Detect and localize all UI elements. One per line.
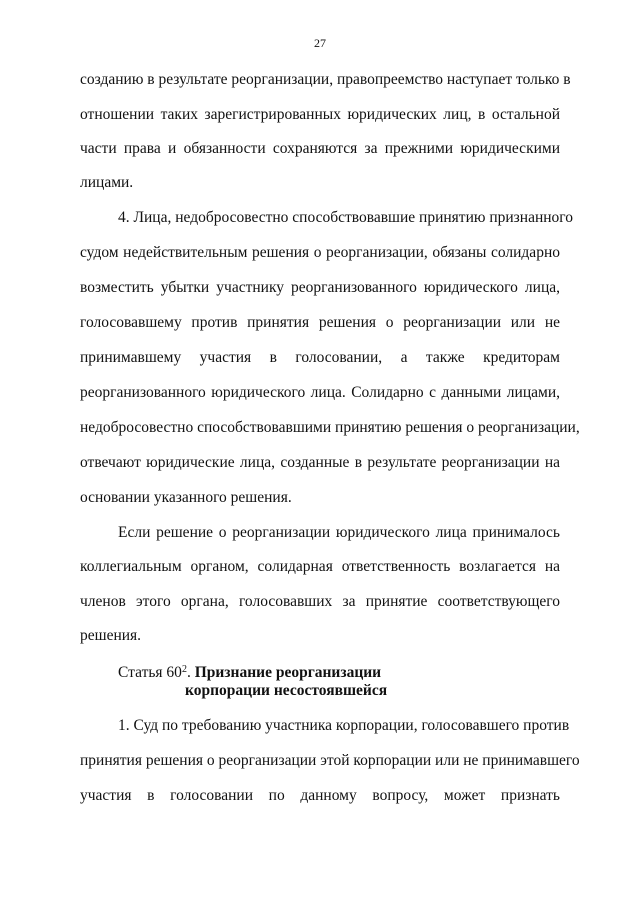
paragraph-2-line-5: принимавшему участия в голосовании, а также кредиторам [80, 349, 560, 366]
paragraph-4-line-3: участия в голосовании по данному вопросу, может признать [80, 787, 560, 804]
page-number: 27 [314, 36, 326, 50]
paragraph-3-line-3: членов этого органа, голосовавших за принятие соответствующего [80, 593, 560, 610]
paragraph-1-line-3: части права и обязанности сохраняются за прежними юридическими [80, 140, 560, 157]
paragraph-2-line-8: отвечают юридические лица, созданные в результате реорганизации на [80, 454, 560, 471]
article-separator: . [186, 664, 195, 681]
paragraph-1-line-1: созданию в результате реорганизации, правопреемство наступает только в [80, 71, 571, 88]
article-title-line-1: Признание реорганизации [194, 664, 382, 681]
paragraph-2-line-4: голосовавшему против принятия решения о реорганизации или не [80, 314, 560, 331]
paragraph-2-line-3: возместить убытки участнику реорганизованного юридического лица, [80, 279, 560, 296]
paragraph-2-line-7: недобросовестно способствовавшими принятию решения о реорганизации, [80, 419, 580, 436]
paragraph-1-line-4: лицами. [80, 174, 134, 191]
paragraph-2-line-2: судом недействительным решения о реорганизации, обязаны солидарно [80, 244, 560, 261]
paragraph-1-line-2: отношении таких зарегистрированных юридических лиц, в остальной [80, 106, 560, 123]
article-title-line-2: корпорации несостоявшейся [185, 682, 388, 699]
paragraph-3-line-2: коллегиальным органом, солидарная ответственность возлагается на [80, 558, 560, 575]
paragraph-3-line-4: решения. [80, 627, 142, 644]
article-superscript: 2 [181, 664, 187, 675]
paragraph-2-line-9: основании указанного решения. [80, 489, 292, 506]
paragraph-4-line-2: принятия решения о реорганизации этой корпорации или не принимавшего [80, 752, 580, 769]
paragraph-3-line-1: Если решение о реорганизации юридического лица принималось [118, 524, 560, 541]
article-prefix: Статья 60 [118, 664, 182, 681]
paragraph-2-line-6: реорганизованного юридического лица. Солидарно с данными лицами, [80, 384, 560, 401]
paragraph-2-line-1: 4. Лица, недобросовестно способствовавшие принятию признанного [118, 209, 574, 226]
article-heading [118, 663, 381, 683]
paragraph-4-line-1: 1. Суд по требованию участника корпорации, голосовавшего против [118, 717, 570, 734]
